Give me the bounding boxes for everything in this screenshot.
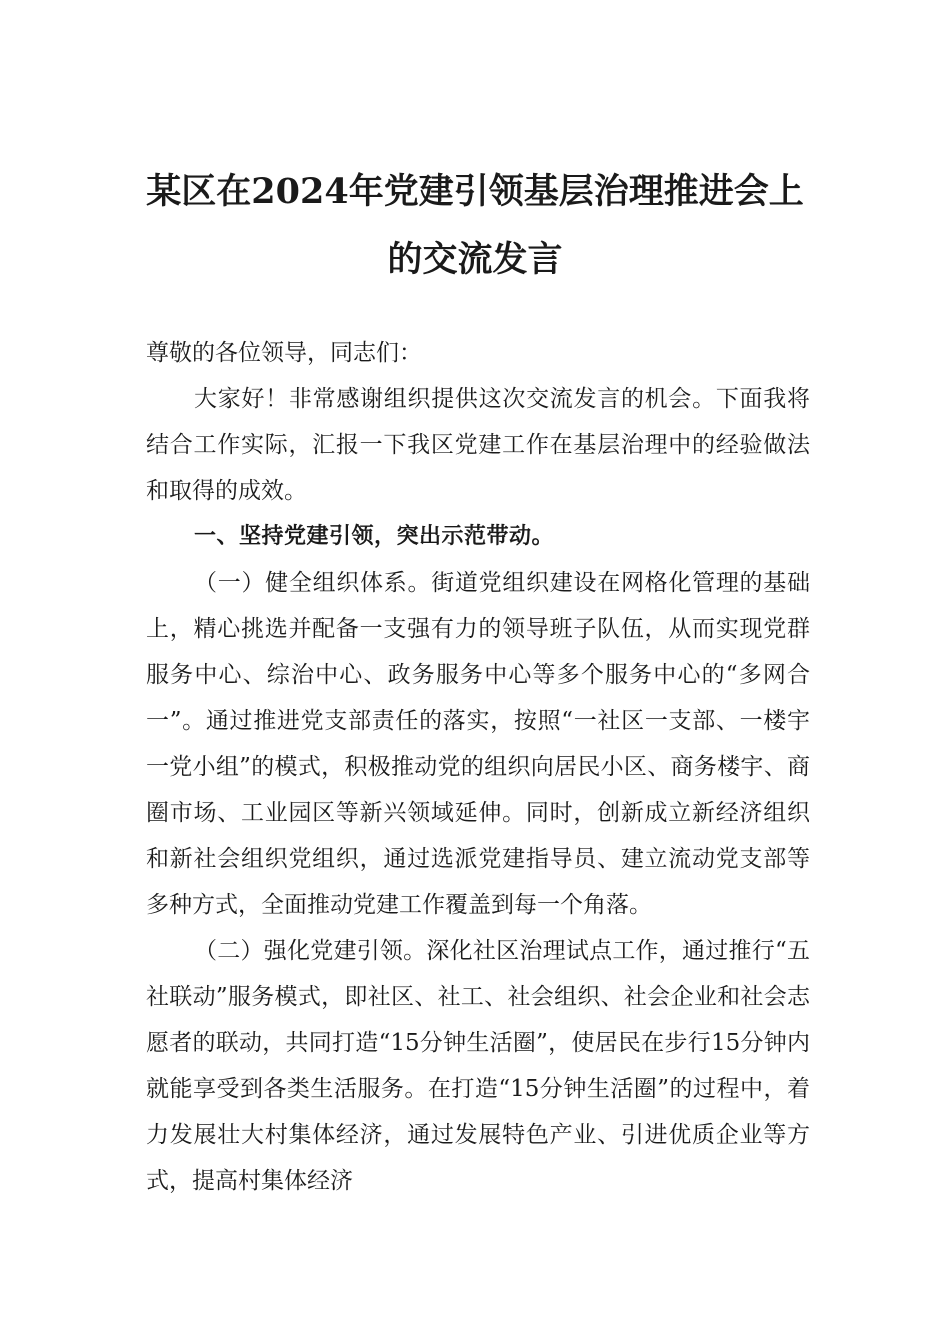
document-body (146, 330, 810, 1204)
section-heading-1: 一、坚持党建引领，突出示范带动。 (194, 524, 555, 549)
paragraph-party-leadership: （二）强化党建引领。深化社区治理试点工作，通过推行“五社联动”服务模式，即社区、社工、社会组织、社会企业和社会志愿者的联动，共同打造“15分钟生活圈”，使居民在步行15分钟内就能享受到各类生活服务。在打造“15分钟生活圈”的过程中，着力发展壮大村集体经济，通过发展特色产业、引进优质企业等方式，提高村集体经济 (146, 938, 810, 1194)
intro-paragraph: 大家好！非常感谢组织提供这次交流发言的机会。下面我将结合工作实际，汇报一下我区党建工作在基层治理中的经验做法和取得的成效。 (146, 386, 810, 504)
document-title (110, 158, 840, 294)
salutation: 尊敬的各位领导，同志们： (146, 340, 422, 366)
title-line-2: 的交流发言 (387, 239, 563, 280)
title-line-1: 某区在2024年党建引领基层治理推进会上 (146, 171, 804, 212)
paragraph-organization-system: （一）健全组织体系。街道党组织建设在网格化管理的基础上，精心挑选并配备一支强有力的领导班子队伍，从而实现党群服务中心、综治中心、政务服务中心等多个服务中心的“多网合一”。通过推进党支部责任的落实，按照“一社区一支部、一楼宇一党小组”的模式，积极推动党的组织向居民小区、商务楼宇、商圈市场、工业园区等新兴领域延伸。同时，创新成立新经济组织和新社会组织党组织，通过选派党建指导员、建立流动党支部等多种方式，全面推动党建工作覆盖到每一个角落。 (146, 570, 810, 918)
